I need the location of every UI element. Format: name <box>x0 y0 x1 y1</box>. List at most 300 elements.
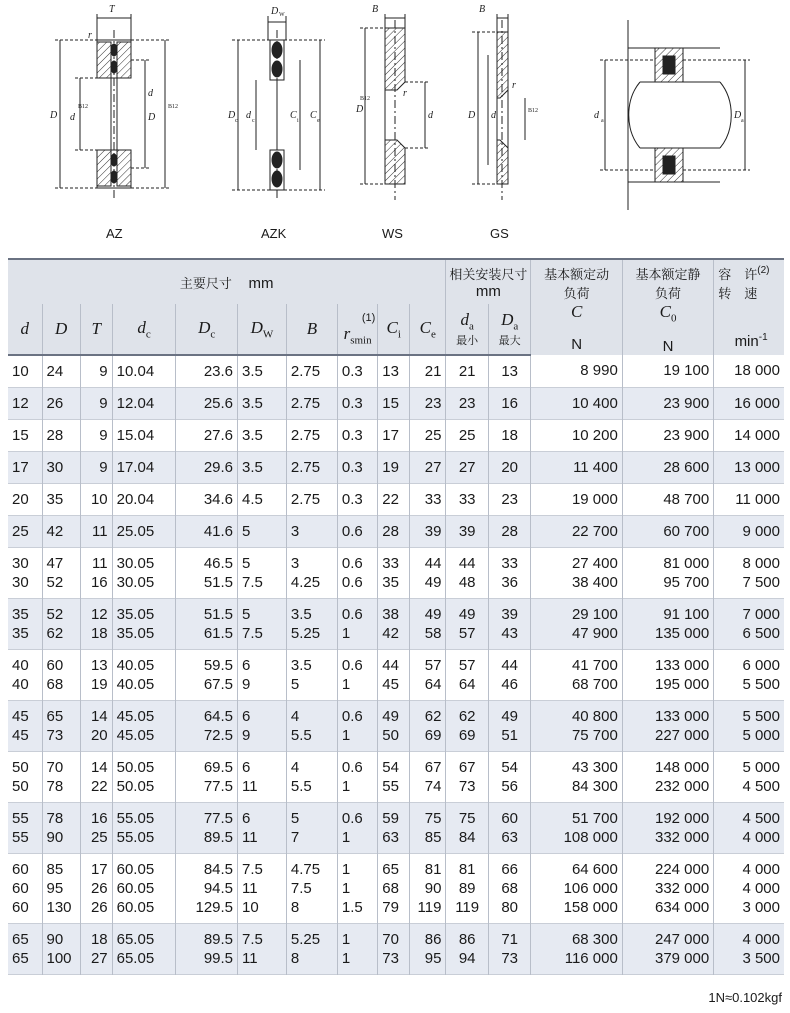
cell-static-load-C0 <box>622 854 713 924</box>
cell-value: 28 <box>382 523 399 541</box>
cell-D <box>42 650 80 701</box>
cell-da-min <box>446 650 489 701</box>
cell-value: 64.5 <box>203 708 234 726</box>
dim-azk-ci: C <box>290 110 297 121</box>
cell-value: 23 <box>501 491 519 509</box>
cell-value: 2.75 <box>290 491 321 509</box>
cell-da-min <box>446 355 489 388</box>
cell-value: 3.5 <box>290 657 312 675</box>
cell-value: 10 400 <box>571 395 618 413</box>
cell-dc <box>112 701 176 752</box>
cell-value: 33 <box>458 491 476 509</box>
cell-Dc <box>176 548 238 599</box>
cell-value: 1 <box>341 880 351 898</box>
cell-r-smin <box>337 420 377 452</box>
cell-D <box>42 924 80 975</box>
cell-value: 1 <box>341 778 351 796</box>
cell-value: 27 <box>424 459 442 477</box>
cell-Dc <box>176 516 238 548</box>
cell-dynamic-load-C <box>531 701 622 752</box>
cell-value: 41 700 <box>571 657 618 675</box>
col-header-r-letter: r <box>343 324 351 344</box>
cell-T <box>80 388 112 420</box>
cell-value: 62 <box>46 625 64 643</box>
cell-value: 95 <box>424 950 442 968</box>
header-static-load <box>622 259 713 355</box>
cell-Ce <box>410 516 446 548</box>
cell-value: 5 <box>242 523 251 541</box>
cell-value: 49 <box>424 606 442 624</box>
cell-value: 52 <box>46 606 64 624</box>
cell-value: 85 <box>46 861 64 879</box>
cell-value: 100 <box>46 950 72 968</box>
cell-value: 6 500 <box>742 625 780 643</box>
cell-value: 77.5 <box>203 810 234 828</box>
cell-Da-max <box>488 599 531 650</box>
cell-value: 68 <box>501 880 519 898</box>
cell-r-smin <box>337 355 377 388</box>
col-header-r-sub: smin <box>350 334 372 347</box>
cell-value: 0.3 <box>341 427 363 445</box>
cell-speed <box>714 484 784 516</box>
cell-static-load-C0 <box>622 599 713 650</box>
cell-value: 43 <box>501 625 519 643</box>
cell-d <box>8 701 42 752</box>
diagram-mount <box>600 20 750 210</box>
cell-dc <box>112 452 176 484</box>
cell-value: 68 300 <box>571 931 618 949</box>
cell-static-load-C0 <box>622 701 713 752</box>
cell-B <box>286 752 337 803</box>
cell-Ce <box>410 484 446 516</box>
cell-value: 634 000 <box>654 899 710 917</box>
cell-dynamic-load-C <box>531 854 622 924</box>
cell-Ci <box>378 701 410 752</box>
cell-value: 39 <box>424 523 442 541</box>
cell-value: 57 <box>424 657 442 675</box>
dim-az-b12-a: B12 <box>78 104 89 110</box>
col-header-Ce <box>410 304 446 355</box>
cell-value: 8 000 <box>742 555 780 573</box>
col-header-Dc-letter: D <box>198 318 211 338</box>
dim-ws-b: B <box>372 4 379 15</box>
cell-value: 9 <box>242 727 251 745</box>
cell-value: 50.05 <box>116 778 155 796</box>
col-header-r-note: (1) <box>361 312 376 325</box>
cell-Dc <box>176 484 238 516</box>
cell-value: 5.5 <box>290 727 312 745</box>
cell-value: 3 000 <box>742 899 780 917</box>
col-header-Dw <box>238 304 287 355</box>
dim-az-d-inner: d <box>70 112 75 123</box>
cell-value: 332 000 <box>654 880 710 898</box>
cell-value: 22 700 <box>571 523 618 541</box>
cell-value: 11 000 <box>735 491 780 509</box>
cell-value: 3.5 <box>242 395 263 413</box>
table-row <box>8 452 784 484</box>
cell-value: 28 <box>46 427 64 445</box>
cell-value: 13 <box>90 657 108 675</box>
cell-speed <box>714 548 784 599</box>
cell-value: 4 500 <box>742 810 780 828</box>
cell-value: 3 500 <box>742 950 780 968</box>
cell-dc <box>112 388 176 420</box>
cell-value: 68 700 <box>571 676 618 694</box>
cell-da-min <box>446 924 489 975</box>
cell-T <box>80 452 112 484</box>
cell-Ci <box>378 516 410 548</box>
cell-value: 0.6 <box>341 555 363 573</box>
cell-value: 17 <box>90 861 108 879</box>
cell-Da-max <box>488 752 531 803</box>
cell-D <box>42 355 80 388</box>
cell-value: 55.05 <box>116 810 155 828</box>
cell-value: 1 <box>341 676 351 694</box>
cell-dc <box>112 924 176 975</box>
cell-B <box>286 388 337 420</box>
dim-gs-d-outer: D <box>468 110 476 121</box>
cell-value: 23 <box>424 395 442 413</box>
cell-da-min <box>446 452 489 484</box>
cell-value: 73 <box>46 727 64 745</box>
cell-Dc <box>176 650 238 701</box>
cell-value: 6 000 <box>742 657 780 675</box>
cell-value: 9 <box>99 427 108 445</box>
cell-value: 332 000 <box>654 829 710 847</box>
header-speed-title-2: 转 速 <box>718 286 758 301</box>
header-static-unit: N <box>662 338 674 356</box>
cell-value: 130 <box>46 899 72 917</box>
dim-mount-da2-sub: a <box>741 118 744 124</box>
cell-value: 84 <box>458 829 476 847</box>
cell-value: 60 <box>12 880 29 898</box>
header-main-unit: mm <box>248 274 274 292</box>
cell-da-min <box>446 548 489 599</box>
cell-dc <box>112 599 176 650</box>
cell-value: 73 <box>382 950 399 968</box>
cell-dynamic-load-C <box>531 355 622 388</box>
header-install-unit: mm <box>475 283 501 301</box>
cell-dynamic-load-C <box>531 388 622 420</box>
dim-gs-b: B <box>479 4 486 15</box>
cell-value: 18 <box>501 427 519 445</box>
cell-value: 15.04 <box>116 427 155 445</box>
header-dynamic-title-2: 负荷 <box>563 286 590 301</box>
cell-value: 57 <box>458 625 476 643</box>
cell-Ci <box>378 803 410 854</box>
cell-value: 2.75 <box>290 427 321 445</box>
cell-value: 12 <box>90 606 108 624</box>
cell-dynamic-load-C <box>531 548 622 599</box>
dim-ws-d-outer: D <box>356 104 364 115</box>
cell-Dw <box>238 452 287 484</box>
table-header <box>8 259 784 355</box>
col-header-Ci-text <box>386 318 401 341</box>
cell-value: 108 000 <box>563 829 618 847</box>
cell-B <box>286 355 337 388</box>
cell-value: 0.3 <box>341 363 363 381</box>
cell-value: 36 <box>501 574 519 592</box>
cell-B <box>286 484 337 516</box>
cell-value: 14 <box>90 708 108 726</box>
cell-T <box>80 548 112 599</box>
col-header-da-letter: d <box>460 310 469 330</box>
cell-value: 30 <box>12 574 29 592</box>
cell-value: 75 700 <box>571 727 618 745</box>
col-header-Ce-letter: C <box>419 318 432 338</box>
cell-value: 13 <box>382 363 399 381</box>
cell-T <box>80 854 112 924</box>
cell-B <box>286 701 337 752</box>
cell-value: 16 000 <box>734 395 780 413</box>
cell-value: 39 <box>458 523 476 541</box>
cell-value: 379 000 <box>654 950 710 968</box>
cell-value: 68 <box>46 676 64 694</box>
diagram-gs <box>472 14 525 200</box>
cell-value: 89 <box>458 880 476 898</box>
cell-value: 5 500 <box>742 708 780 726</box>
cell-Da-max <box>488 516 531 548</box>
cell-Da-max <box>488 924 531 975</box>
cell-value: 4 000 <box>742 829 780 847</box>
cell-value: 5 000 <box>742 727 780 745</box>
cell-Ce <box>410 548 446 599</box>
cell-value: 49 <box>458 606 476 624</box>
cell-value: 63 <box>501 829 519 847</box>
cell-value: 35.05 <box>116 625 155 643</box>
cell-d <box>8 650 42 701</box>
cell-value: 0.6 <box>341 574 363 592</box>
cell-value: 3 <box>290 523 300 541</box>
cell-value: 119 <box>417 899 442 917</box>
header-static-symbol-sub: 0 <box>670 312 677 325</box>
col-header-da-note: 最小 <box>456 335 479 348</box>
cell-value: 80 <box>501 899 519 917</box>
cell-speed <box>714 701 784 752</box>
cell-value: 47 900 <box>571 625 618 643</box>
col-header-Ci-sub: i <box>397 328 401 341</box>
cell-dc <box>112 548 176 599</box>
cell-value: 60 <box>12 899 29 917</box>
cell-value: 0.6 <box>341 606 363 624</box>
cell-value: 26 <box>90 899 108 917</box>
cell-value: 26 <box>90 880 108 898</box>
cell-value: 57 <box>458 657 476 675</box>
table-row <box>8 388 784 420</box>
cell-value: 63 <box>382 829 399 847</box>
cell-Ci <box>378 924 410 975</box>
cell-value: 45.05 <box>116 727 155 745</box>
cell-Dc <box>176 924 238 975</box>
cell-dynamic-load-C <box>531 452 622 484</box>
cell-value: 9 <box>99 459 108 477</box>
cell-B <box>286 854 337 924</box>
table-row <box>8 803 784 854</box>
cell-value: 7.5 <box>290 880 312 898</box>
cell-r-smin <box>337 924 377 975</box>
header-main-dims <box>8 259 446 304</box>
cell-value: 26 <box>46 395 64 413</box>
cell-d <box>8 420 42 452</box>
cell-value: 43 300 <box>571 759 618 777</box>
cell-value: 95 700 <box>663 574 710 592</box>
dim-azk-dw-sub: W <box>279 12 285 18</box>
dim-az-d-outer: D <box>50 110 58 121</box>
cell-value: 6 <box>242 657 251 675</box>
cell-T <box>80 650 112 701</box>
cell-B <box>286 548 337 599</box>
cell-T <box>80 752 112 803</box>
cell-value: 0.6 <box>341 523 363 541</box>
cell-value: 73 <box>501 950 519 968</box>
cell-value: 27 <box>90 950 108 968</box>
cell-value: 232 000 <box>654 778 710 796</box>
cell-value: 70 <box>382 931 399 949</box>
cell-Da-max <box>488 452 531 484</box>
cell-value: 67 <box>458 759 476 777</box>
cell-value: 1 <box>341 727 351 745</box>
col-header-Dc-text <box>198 318 216 341</box>
cell-value: 71 <box>501 931 519 949</box>
cell-dc <box>112 650 176 701</box>
cell-value: 9 000 <box>742 523 780 541</box>
cell-value: 49 <box>382 708 399 726</box>
cell-value: 66 <box>501 861 519 879</box>
cell-T <box>80 701 112 752</box>
cell-value: 81 000 <box>663 555 710 573</box>
cell-value: 11 <box>92 523 108 541</box>
cell-static-load-C0 <box>622 752 713 803</box>
cell-value: 247 000 <box>654 931 710 949</box>
cell-value: 3.5 <box>290 606 312 624</box>
cell-value: 119 <box>455 899 480 917</box>
cell-value: 23.6 <box>203 363 234 381</box>
table-row <box>8 599 784 650</box>
cell-Dw <box>238 355 287 388</box>
diagram-label-az: AZ <box>106 226 123 241</box>
cell-value: 42 <box>46 523 64 541</box>
cell-value: 44 <box>382 657 399 675</box>
cell-value: 86 <box>424 931 442 949</box>
cell-dc <box>112 516 176 548</box>
cell-value: 50.05 <box>116 759 155 777</box>
cell-Ce <box>410 388 446 420</box>
cell-value: 55 <box>12 810 29 828</box>
col-header-dc-text <box>137 318 151 341</box>
cell-dynamic-load-C <box>531 650 622 701</box>
dim-azk-dc-small: d <box>246 110 251 121</box>
cell-dc <box>112 752 176 803</box>
cell-value: 38 400 <box>571 574 618 592</box>
cell-value: 224 000 <box>654 861 710 879</box>
cell-D <box>42 388 80 420</box>
cell-d <box>8 548 42 599</box>
dim-azk-ce-sub: e <box>317 118 320 124</box>
cell-value: 23 900 <box>663 395 710 413</box>
cell-value: 11 <box>242 880 258 898</box>
cell-value: 5 <box>290 810 300 828</box>
col-header-Ci-letter: C <box>386 318 398 338</box>
cell-Dw <box>238 650 287 701</box>
cell-value: 89.5 <box>203 829 234 847</box>
cell-dynamic-load-C <box>531 599 622 650</box>
col-header-Da-text <box>501 310 519 333</box>
col-header-Da-letter: D <box>501 310 514 330</box>
cell-value: 58 <box>424 625 442 643</box>
cell-value: 59.5 <box>203 657 234 675</box>
cell-B <box>286 650 337 701</box>
cell-value: 19 100 <box>663 362 710 380</box>
cell-value: 35 <box>12 606 29 624</box>
cell-value: 94 <box>458 950 476 968</box>
header-speed-title: 容 许 <box>718 267 758 282</box>
cell-value: 2.75 <box>290 395 321 413</box>
cell-dc <box>112 484 176 516</box>
cell-value: 69 <box>424 727 442 745</box>
cell-value: 133 000 <box>654 708 710 726</box>
cell-value: 41.6 <box>203 523 234 541</box>
cell-value: 7 500 <box>742 574 780 592</box>
cell-D <box>42 752 80 803</box>
cell-value: 28 <box>501 523 519 541</box>
col-header-r-text <box>343 324 372 347</box>
cell-value: 86 <box>458 931 476 949</box>
col-header-Dw-letter: D <box>250 318 263 338</box>
cell-value: 85 <box>424 829 442 847</box>
dim-ws-r: r <box>403 88 407 99</box>
cell-value: 24 <box>46 363 64 381</box>
col-header-dc-letter: d <box>137 318 146 338</box>
cell-value: 52 <box>46 574 64 592</box>
cell-value: 3.5 <box>242 427 263 445</box>
dim-ws-b12: B12 <box>360 96 371 102</box>
cell-value: 35 <box>46 491 64 509</box>
cell-Dc <box>176 420 238 452</box>
cell-value: 8 990 <box>580 362 618 380</box>
cell-value: 25 <box>90 829 108 847</box>
cell-D <box>42 803 80 854</box>
cell-value: 12 <box>12 395 29 413</box>
cell-Da-max <box>488 388 531 420</box>
cell-value: 9 <box>99 395 108 413</box>
cell-value: 25.6 <box>203 395 234 413</box>
cell-static-load-C0 <box>622 650 713 701</box>
cell-value: 61.5 <box>203 625 234 643</box>
cell-Ci <box>378 752 410 803</box>
cell-value: 15 <box>382 395 399 413</box>
table-row <box>8 650 784 701</box>
cell-value: 23 900 <box>663 427 710 445</box>
cell-D <box>42 516 80 548</box>
cell-speed <box>714 599 784 650</box>
cell-d <box>8 803 42 854</box>
cell-value: 6 <box>242 708 251 726</box>
cell-static-load-C0 <box>622 924 713 975</box>
cell-Dw <box>238 484 287 516</box>
cell-value: 78 <box>46 778 64 796</box>
dim-mount-da-sub: a <box>601 118 604 124</box>
cell-d <box>8 854 42 924</box>
cell-value: 49 <box>501 708 519 726</box>
col-header-D <box>42 304 80 355</box>
cell-Ce <box>410 650 446 701</box>
bearing-diagrams-svg <box>0 0 790 250</box>
cell-value: 90 <box>46 829 64 847</box>
cell-dynamic-load-C <box>531 924 622 975</box>
cell-value: 1 <box>341 829 351 847</box>
cell-value: 38 <box>382 606 399 624</box>
cell-value: 20 <box>90 727 108 745</box>
